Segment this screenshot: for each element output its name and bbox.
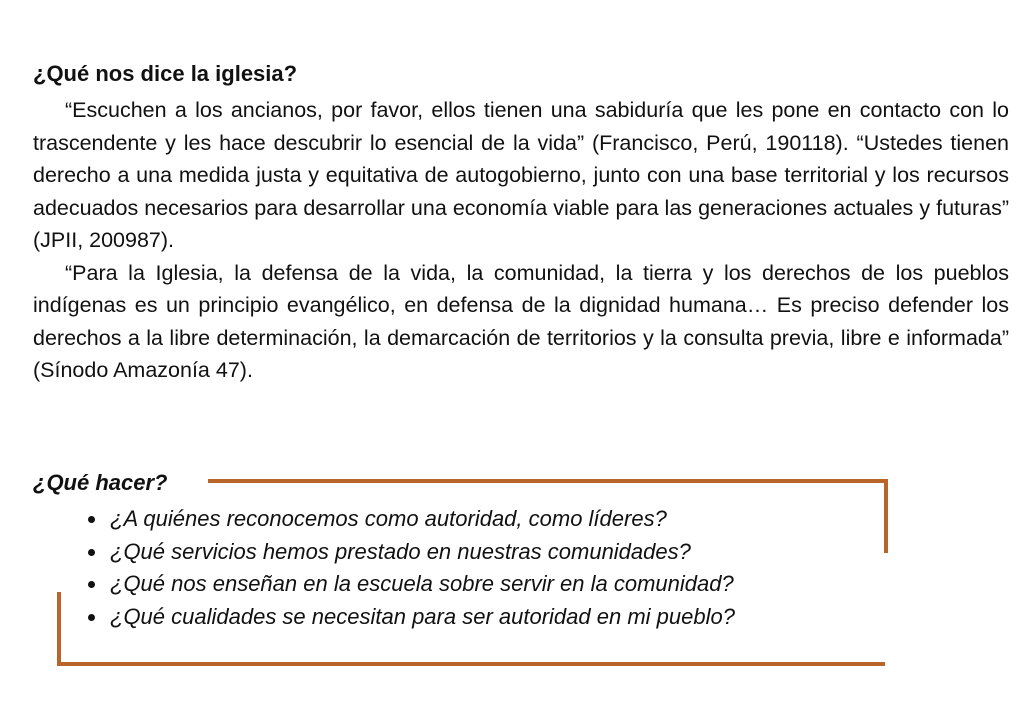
church-section-heading: ¿Qué nos dice la iglesia? [33, 61, 298, 86]
reflection-question-list [84, 503, 735, 633]
question-text: ¿Qué nos enseñan en la escuela sobre servir en la comunidad? [110, 571, 734, 596]
list-item [84, 503, 735, 536]
bullet-icon [88, 581, 95, 588]
list-item [84, 536, 735, 569]
bullet-icon [88, 614, 95, 621]
question-text: ¿Qué cualidades se necesitan para ser autoridad en mi pueblo? [110, 603, 735, 629]
list-item [84, 568, 735, 601]
frame-right-rule [884, 479, 888, 553]
bullet-icon [88, 516, 95, 523]
list-item [84, 601, 735, 634]
frame-top-rule [208, 479, 888, 483]
quote-paragraph-2: “Para la Iglesia, la defensa de la vida, la comunidad, la tierra y los derechos de los pueblos indígenas es un principio evangélico, en defensa de la dignidad humana… Es preciso defender los derechos a la libre determinación, la demarcación de territorios y la consulta previa, libre e informada” (Sínodo Amazonía 47). [33, 260, 1009, 382]
church-section-body [33, 94, 1009, 387]
question-text: ¿A quiénes reconocemos como autoridad, como líderes? [110, 506, 667, 531]
action-section-heading: ¿Qué hacer? [33, 470, 168, 495]
frame-bottom-rule [57, 662, 885, 666]
question-text: ¿Qué servicios hemos prestado en nuestras comunidades? [110, 538, 691, 564]
bullet-icon [88, 549, 95, 556]
frame-left-rule [57, 592, 61, 666]
quote-paragraph-1: “Escuchen a los ancianos, por favor, ellos tienen una sabiduría que les pone en contacto con lo trascendente y les hace descubrir lo esencial de la vida” (Francisco, Perú, 190118). “Ustedes tienen derecho a una medida justa y equitativa de autogobierno, junto con una base territorial y los recursos adecuados necesarios para desarrollar una economía viable para las generaciones actuales y futuras” (JPII, 200987). [33, 98, 1009, 252]
